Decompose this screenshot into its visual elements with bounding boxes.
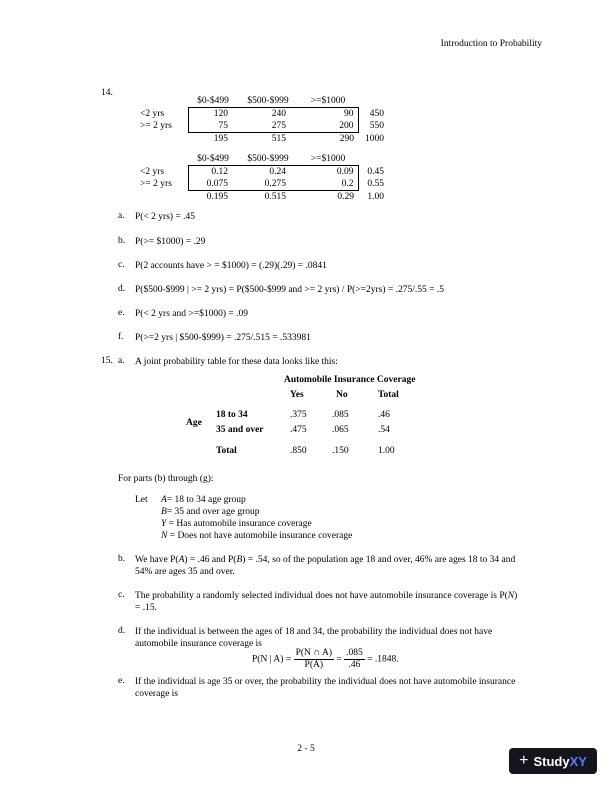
row-label: >= 2 yrs [140, 121, 172, 132]
part-letter: a. [118, 211, 125, 221]
column-total: 290 [339, 134, 354, 144]
page-number: 2 - 5 [297, 744, 315, 754]
cell: 0.24 [238, 166, 298, 179]
part-text: P(2 accounts have > = $1000) = (.29)(.29) = .0841 [135, 261, 327, 271]
part-letter: b. [118, 554, 126, 564]
table-row [140, 120, 384, 133]
part-letter: d. [118, 626, 126, 636]
column-header: >=$1000 [310, 154, 346, 164]
cell: 275 [238, 120, 298, 133]
row-total: 450 [369, 108, 384, 119]
table-header-row [140, 153, 384, 166]
part-letter: b. [118, 236, 126, 246]
table-totals-row [186, 444, 418, 459]
part-text: 54% are ages 35 and over. [135, 567, 235, 577]
fraction-denominator: P(A) [304, 660, 324, 670]
row-label: Total [216, 446, 237, 456]
parts-intro: For parts (b) through (g): [118, 474, 214, 484]
table-row [186, 423, 418, 438]
fraction [294, 648, 334, 671]
column-total: 195 [213, 134, 228, 144]
fraction [344, 648, 365, 671]
cell: 1.00 [378, 446, 395, 456]
table-row [140, 178, 384, 191]
part-text: = .15. [135, 603, 157, 613]
table-header-row [140, 95, 384, 108]
cell: 0.12 [188, 166, 238, 179]
part-text: The probability a randomly selected individual does not have automobile insurance coverage is P(N) [135, 591, 518, 601]
page-header-title: Introduction to Probability [440, 39, 542, 49]
column-header: Total [378, 389, 399, 400]
part-text: If the individual is between the ages of 18 and 34, the probability the individual does not have [135, 627, 493, 637]
question-15-number: 15. [101, 356, 113, 366]
grand-total: 1.00 [367, 191, 384, 202]
cell: 75 [188, 120, 238, 133]
cell: .065 [332, 425, 349, 435]
row-total: 550 [369, 121, 384, 132]
cell: .150 [332, 446, 349, 456]
column-header: $0-$499 [197, 154, 229, 164]
table-title-row [186, 372, 418, 387]
row-label: <2 yrs [140, 108, 165, 119]
formula-lhs: P(N | A) = [252, 654, 292, 665]
definition-line: N = Does not have automobile insurance coverage [161, 531, 353, 541]
cell: 0.075 [188, 178, 238, 191]
row-label: >= 2 yrs [140, 179, 172, 190]
part-text: P($500-$999 | >= 2 yrs) = P($500-$999 and >= 2 yrs) / P(>=2yrs) = .275/.55 = .5 [135, 285, 444, 295]
question-14-number: 14. [101, 88, 113, 98]
table-header-row [186, 387, 418, 402]
row-total: 0.45 [367, 166, 384, 177]
fraction-numerator: .085 [346, 648, 363, 658]
cell: 120 [188, 108, 238, 121]
column-header: Yes [290, 389, 304, 400]
column-header: $500-$999 [247, 96, 289, 106]
row-label: 18 to 34 [216, 410, 248, 420]
cell: .46 [378, 410, 390, 420]
cell: 200 [298, 120, 358, 133]
row-group-label: Age [186, 417, 202, 428]
column-total: 0.29 [337, 192, 354, 202]
cell: 0.2 [298, 178, 358, 191]
part-text: We have P(A) = .46 and P(B) = .54, so of the population age 18 and over, 46% are ages 18 to 34 and [135, 555, 516, 565]
table-probabilities [140, 153, 384, 203]
part-text: P(>= $1000) = .29 [135, 237, 206, 247]
equals-sign: = [336, 654, 342, 665]
part-text: A joint probability table for these data looks like this: [135, 357, 338, 367]
part-text: automobile insurance coverage is [135, 639, 262, 649]
table-totals-row [140, 133, 384, 146]
column-total: 0.195 [206, 192, 228, 202]
table-totals-row [140, 191, 384, 204]
cell: 0.275 [238, 178, 298, 191]
column-total: 515 [271, 134, 286, 144]
joint-probability-table [186, 372, 418, 459]
cell: .475 [290, 425, 307, 435]
cell: .375 [290, 410, 307, 420]
plus-icon: + [519, 752, 529, 769]
studyxy-logo [509, 748, 597, 774]
part-text: P(>=2 yrs | $500-$999) = .275/.515 = .533981 [135, 333, 311, 343]
row-label: <2 yrs [140, 166, 165, 177]
cell: .54 [378, 425, 390, 435]
part-letter: e. [118, 308, 125, 318]
cell: 0.09 [298, 166, 358, 179]
definition-line: A= 18 to 34 age group [161, 495, 246, 505]
table-title: Automobile Insurance Coverage [284, 374, 416, 385]
part-letter: f. [118, 332, 124, 342]
part-letter: c. [118, 590, 125, 600]
column-total: 0.515 [264, 192, 286, 202]
grand-total: 1000 [365, 133, 384, 144]
table-counts [140, 95, 384, 145]
fraction-denominator: .46 [348, 660, 361, 670]
row-total: 0.55 [367, 179, 384, 190]
part-text: If the individual is age 35 or over, the probability the individual does not have automobile insurance [135, 677, 516, 687]
part-letter: d. [118, 284, 126, 294]
row-label: 35 and over [216, 425, 264, 435]
cell: .850 [290, 446, 307, 456]
formula-result: = .1848. [367, 654, 399, 665]
table-row [140, 166, 384, 179]
cell: .085 [332, 410, 349, 420]
column-header: $500-$999 [247, 154, 289, 164]
part-letter: a. [118, 356, 125, 366]
column-header: No [336, 389, 348, 400]
definition-line: B= 35 and over age group [161, 507, 260, 517]
column-header: >=$1000 [310, 96, 346, 106]
part-letter: c. [118, 260, 125, 270]
part-letter: e. [118, 676, 125, 686]
part-text: coverage is [135, 689, 178, 699]
conditional-probability-formula [252, 648, 399, 671]
let-word: Let [135, 495, 148, 505]
part-text: P(< 2 yrs and >=$1000) = .09 [135, 309, 248, 319]
part-text: P(< 2 yrs) = .45 [135, 212, 196, 222]
column-header: $0-$499 [197, 96, 229, 106]
cell: 240 [238, 108, 298, 121]
logo-text: StudyXY [533, 753, 587, 769]
cell: 90 [298, 108, 358, 121]
definition-line: Y = Has automobile insurance coverage [161, 519, 312, 529]
table-row [186, 408, 418, 423]
table-row [140, 108, 384, 121]
fraction-numerator: P(N ∩ A) [295, 648, 332, 658]
